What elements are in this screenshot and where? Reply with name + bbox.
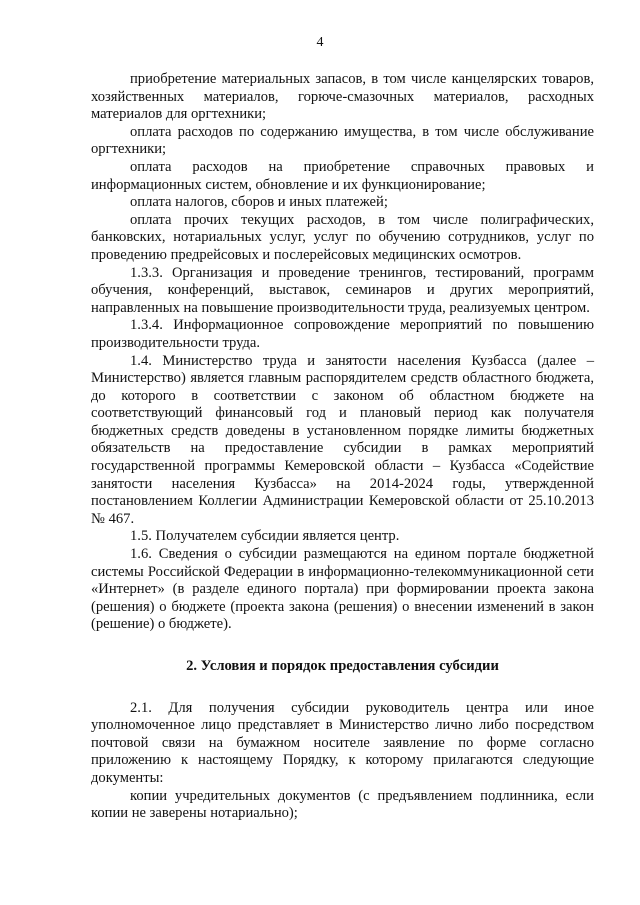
paragraph-1-4: 1.4. Министерство труда и занятости населения Кузбасса (далее – Министерство) является главным распорядителем средств областного бюджета, до которого в соответствии с законом об областном бюджете на соответствующий финансовый год и плановый период как получателя бюджетных средств доведены в установленном порядке лимиты бюджетных обязательств на предоставление субсидии в рамках мероприятий государственной программы Кемеровской области – Кузбасса «Содействие занятости населения Кузбасса» на 2014-2024 годы, утвержденной постановлением Коллегии Администрации Кемеровской области от 25.10.2013 № 467. — [91, 352, 594, 527]
section-heading: 2. Условия и порядок предоставления субсидии — [186, 658, 499, 674]
paragraph-materials: приобретение материальных запасов, в том числе канцелярских товаров, хозяйственных материалов, горюче-смазочных материалов, расходных материалов для оргтехники; — [91, 71, 594, 123]
paragraph-2-1: 2.1. Для получения субсидии руководитель центра или иное уполномоченное лицо представляет в Министерство лично либо посредством почтовой связи на бумажном носителе заявление по форме согласно приложению к настоящему Порядку, к которому прилагаются следующие документы: — [91, 699, 594, 786]
document-body — [91, 71, 594, 823]
paragraph-other-expenses: оплата прочих текущих расходов, в том числе полиграфических, банковских, нотариальных услуг, услуг по обучению сотрудников, услуг по проведению предрейсовых и послерейсовых медицинских осмотров. — [91, 211, 594, 263]
paragraph-1-3-3: 1.3.3. Организация и проведение тренингов, тестирований, программ обучения, конференций, выставок, семинаров и других мероприятий, направленных на повышение производительности труда, реализуемых центром. — [91, 264, 594, 316]
paragraph-founding-documents: копии учредительных документов (с предъявлением подлинника, если копии не заверены нотариально); — [91, 787, 594, 822]
paragraph-1-3-4: 1.3.4. Информационное сопровождение мероприятий по повышению производительности труда. — [91, 317, 594, 351]
paragraph-reference-systems: оплата расходов на приобретение справочных правовых и информационных систем, обновление и их функционирование; — [91, 158, 594, 193]
paragraph-taxes: оплата налогов, сборов и иных платежей; — [130, 194, 388, 211]
paragraph-property-maintenance: оплата расходов по содержанию имущества, в том числе обслуживание оргтехники; — [91, 123, 594, 158]
paragraph-1-5: 1.5. Получателем субсидии является центр. — [130, 528, 400, 545]
page-number: 4 — [316, 35, 324, 50]
paragraph-1-6: 1.6. Сведения о субсидии размещаются на едином портале бюджетной системы Российской Федерации в информационно-телекоммуникационной сети «Интернет» (в разделе единого портала) при формировании проекта закона (решения) о бюджете (проекта закона (решения) о внесении изменений в закон (решение) о бюджете). — [91, 546, 594, 633]
